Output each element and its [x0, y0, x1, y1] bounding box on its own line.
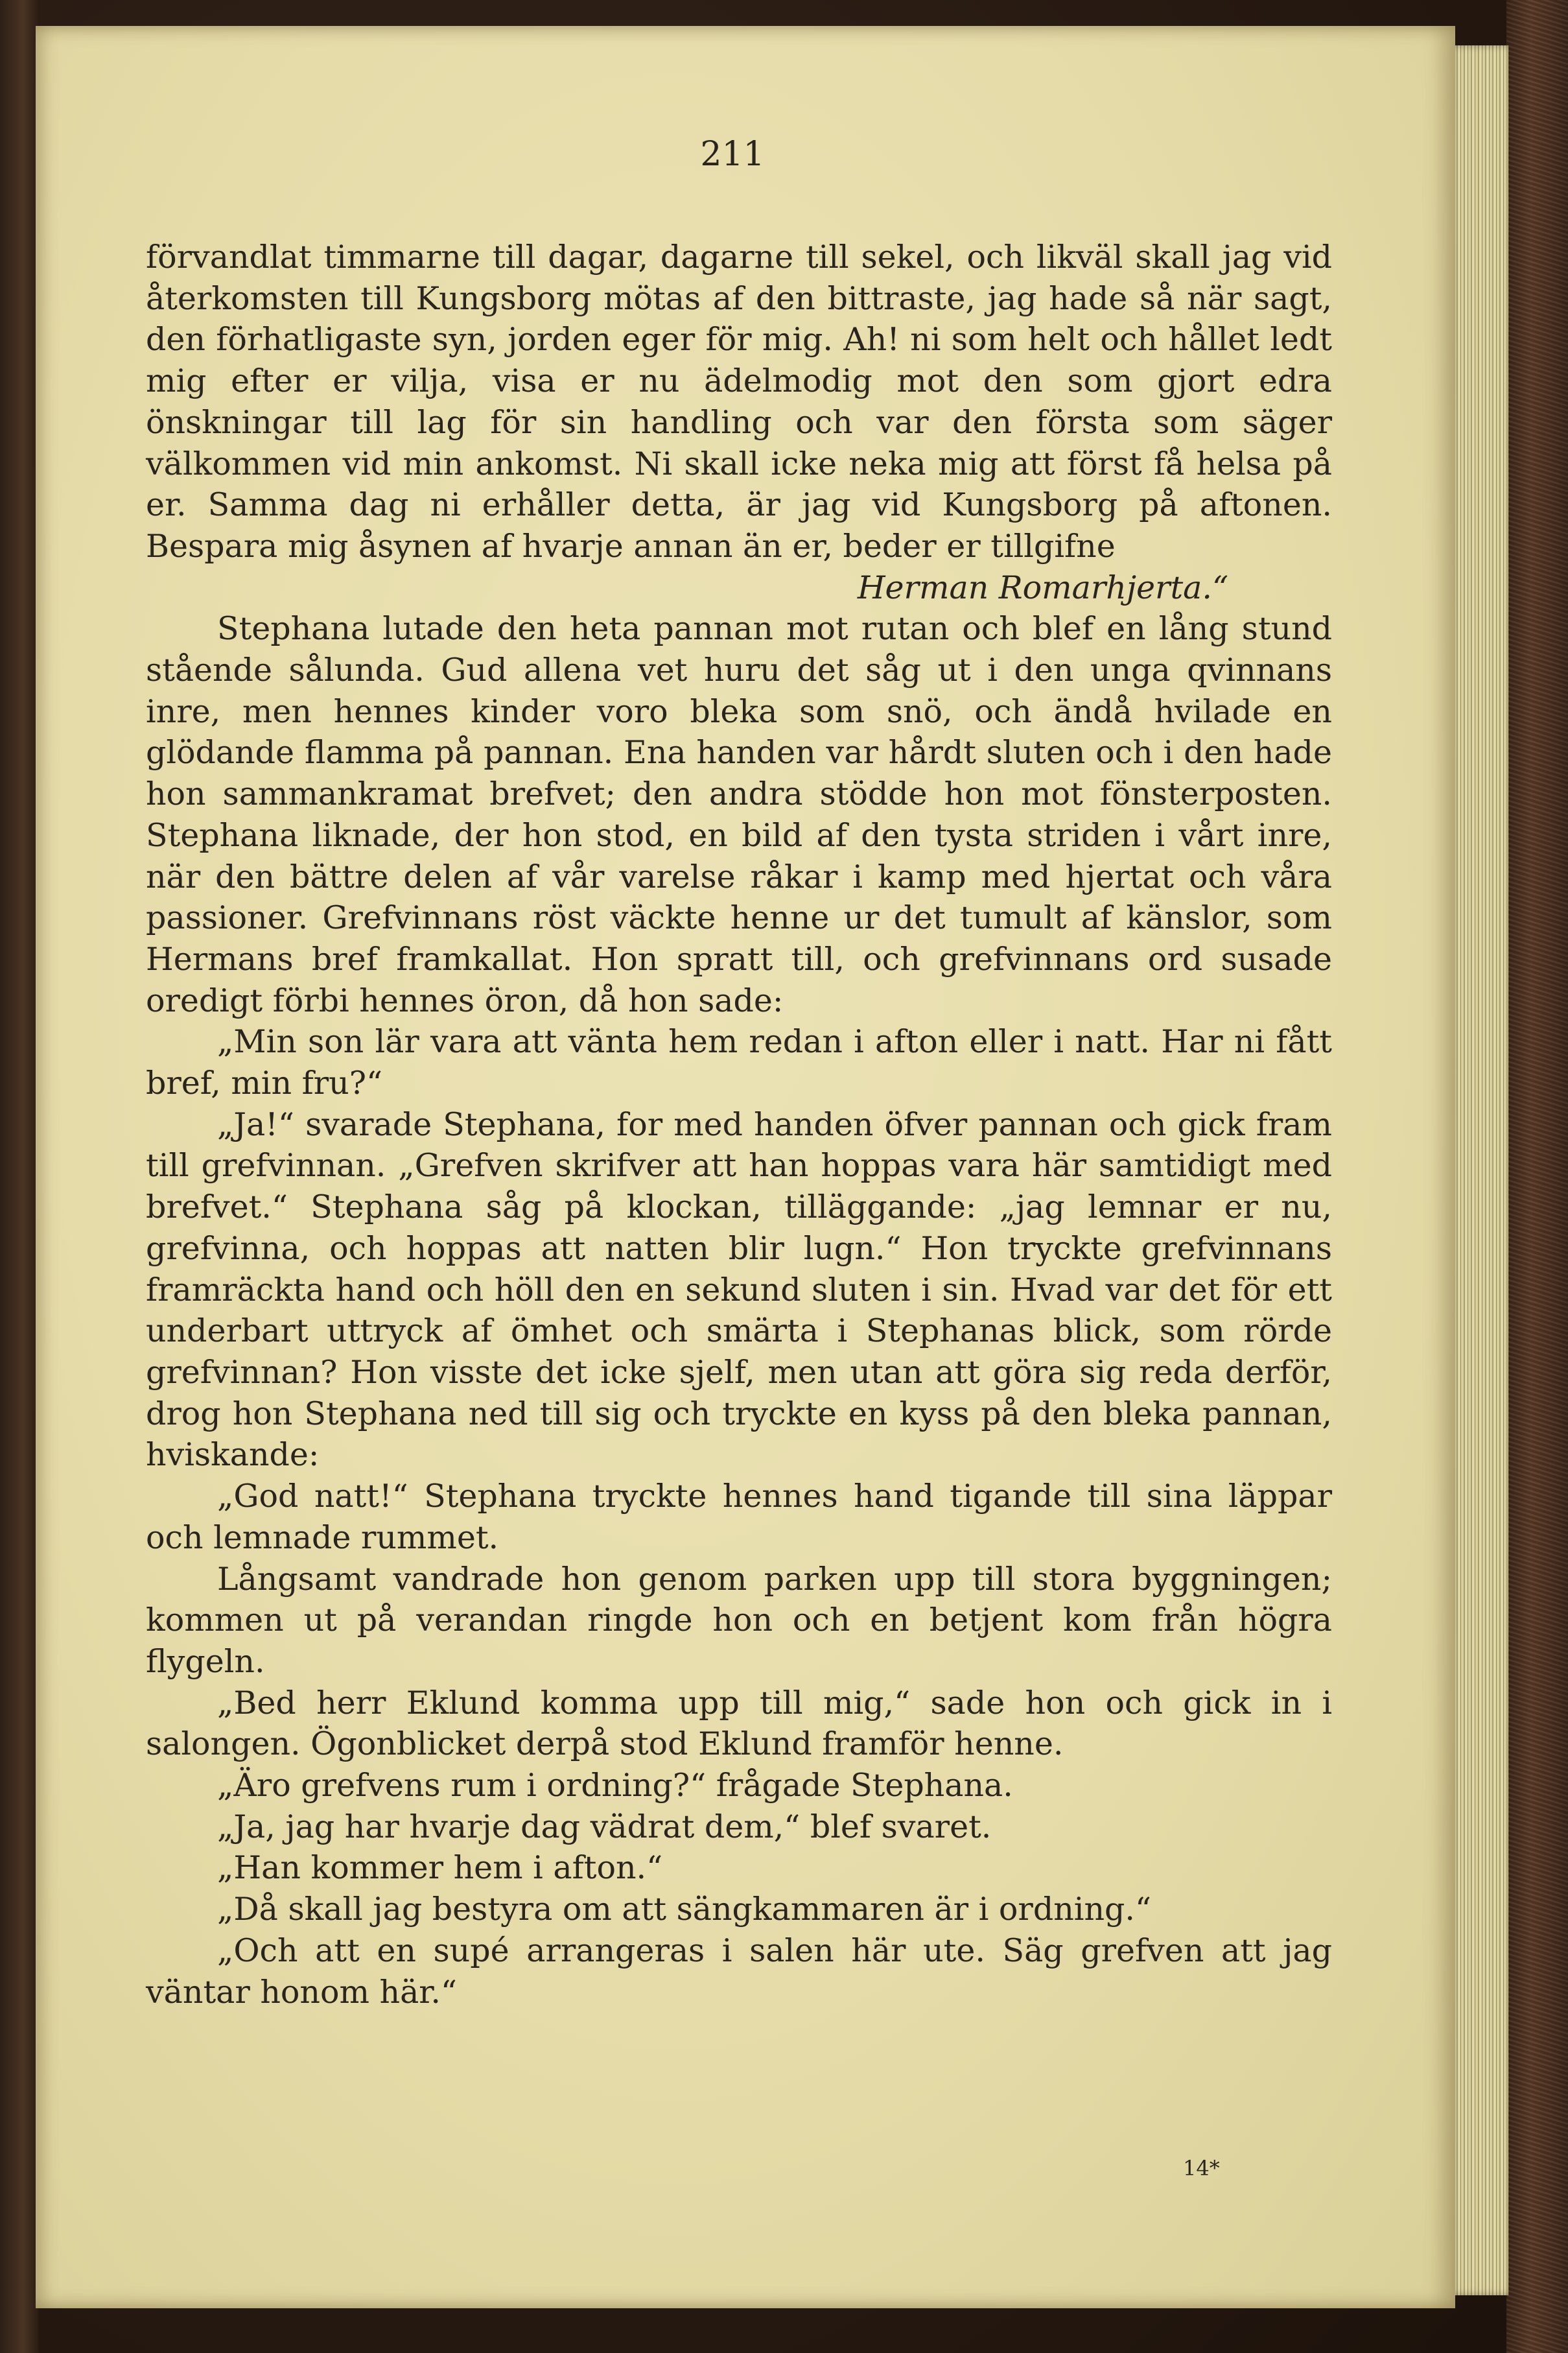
- paragraph: „Då skall jag bestyra om att sängkammaren är i ordning.“: [217, 1891, 1152, 1928]
- paragraph: „Ja!“ svarade Stephana, for med handen öfver pannan och gick fram till grefvinnan. „Grefven skrifver att han hoppas vara här samtidigt med brefvet.“ Stephana såg på klockan, tilläggande: „jag lemnar er nu, grefvinna, och hoppas att natten blir lugn.“ Hon tryckte grefvinnans framräckta hand och höll den en sekund sluten i sin. Hvad var det för ett underbart uttryck af ömhet och smärta i Stephanas blick, som rörde grefvinnan? Hon visste det icke sjelf, men utan att göra sig reda derför, drog hon Stephana ned till sig och tryckte en kyss på den bleka pannan, hviskande:: [146, 1106, 1332, 1474]
- book-cover-right: [1506, 0, 1568, 2353]
- paragraph: „God natt!“ Stephana tryckte hennes hand tigande till sina läppar och lemnade rummet.: [146, 1478, 1332, 1556]
- paragraph: „Han kommer hem i afton.“: [217, 1849, 663, 1887]
- body-text: [146, 237, 1332, 2013]
- paragraph: Stephana lutade den heta pannan mot rutan och blef en lång stund stående sålunda. Gud allena vet huru det såg ut i den unga qvinnans inre, men hennes kinder voro bleka som snö, och ändå hvilade en glödande flamma på pannan. Ena handen var hårdt sluten och i den hade hon sammankramat brefvet; den andra stödde hon mot fönsterposten. Stephana liknade, der hon stod, en bild af den tysta striden i vårt inre, när den bättre delen af vår varelse råkar i kamp med hjertat och våra passioner. Grefvinnans röst väckte henne ur det tumult af känslor, som Hermans bref framkallat. Hon spratt till, och grefvinnans ord susade oredigt förbi hennes öron, då hon sade:: [146, 610, 1332, 1019]
- paragraph: „Bed herr Eklund komma upp till mig,“ sade hon och gick in i salongen. Ögonblicket derpå stod Eklund framför henne.: [146, 1684, 1332, 1763]
- paragraph: „Äro grefvens rum i ordning?“ frågade Stephana.: [217, 1767, 1013, 1804]
- paragraph: Långsamt vandrade hon genom parken upp till stora byggningen; kommen ut på verandan ringde hon och en betjent kom från högra flygeln.: [146, 1560, 1332, 1680]
- book-cover-left: [0, 0, 39, 2353]
- paragraph: „Min son lär vara att vänta hem redan i afton eller i natt. Har ni fått bref, min fru?“: [146, 1023, 1332, 1102]
- page-edges: [1447, 45, 1508, 2295]
- paragraph: „Och att en supé arrangeras i salen här ute. Säg grefven att jag väntar honom här.“: [146, 1932, 1332, 2011]
- printer-signature-mark: 14*: [1183, 2156, 1220, 2181]
- paragraph: „Ja, jag har hvarje dag vädrat dem,“ blef svaret.: [217, 1808, 992, 1845]
- page-number: 211: [700, 135, 765, 174]
- paragraph-letter-end: förvandlat timmarne till dagar, dagarne till sekel, och likväl skall jag vid återkomsten till Kungsborg mötas af den bittraste, jag hade så när sagt, den förhatligaste syn, jorden eger för mig. Ah! ni som helt och hållet ledt mig efter er vilja, visa er nu ädelmodig mot den som gjort edra önskningar till lag för sin handling och var den första som säger välkommen vid min ankomst. Ni skall icke neka mig att först få helsa på er. Samma dag ni erhåller detta, är jag vid Kungsborg på aftonen. Bespara mig åsynen af hvarje annan än er, beder er tillgifne: [146, 239, 1332, 565]
- book-page: [36, 26, 1455, 2308]
- letter-signature: Herman Romarhjerta.“: [857, 569, 1228, 606]
